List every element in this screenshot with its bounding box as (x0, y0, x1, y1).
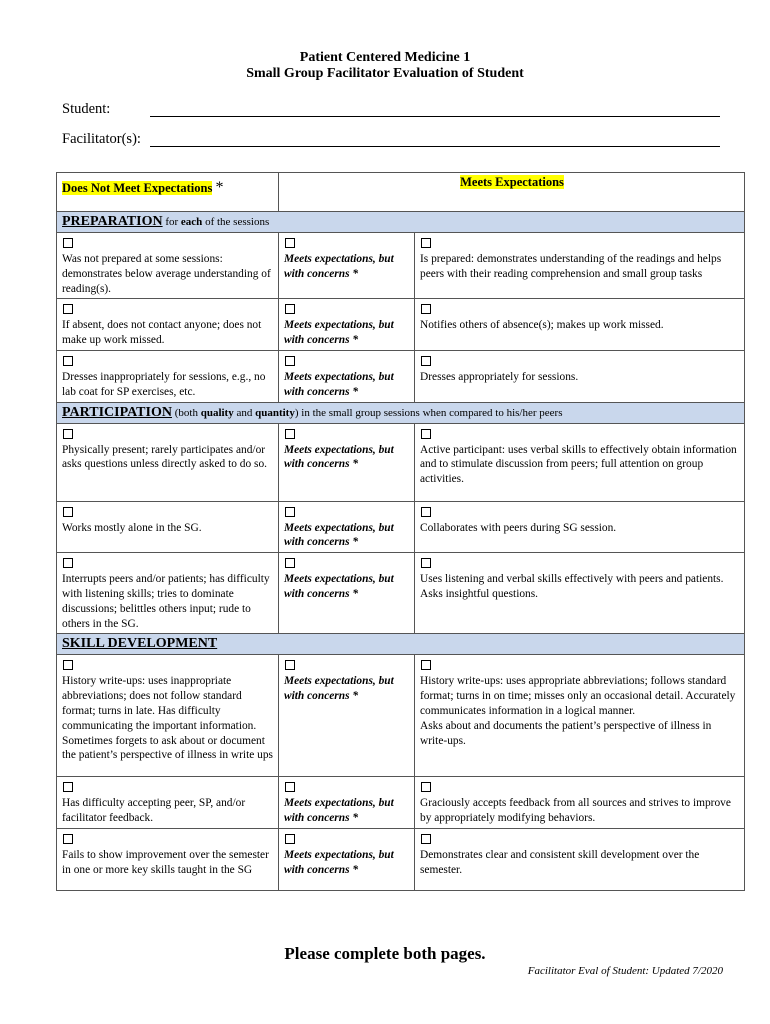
meets-text: Notifies others of absence(s); makes up work missed. (420, 319, 664, 332)
criteria-row (57, 423, 745, 501)
meets-text: Uses listening and verbal skills effectively with peers and patients. Asks insightful questions. (420, 573, 724, 600)
meets-with-concerns-cell (279, 655, 415, 777)
checkbox-meets[interactable] (421, 304, 431, 314)
meets-text: Dresses appropriately for sessions. (420, 370, 579, 383)
section-sub-bold: quality (200, 406, 234, 419)
meets-with-concerns-text: Meets expectations, but with concerns * (284, 253, 394, 280)
meets-with-concerns-text: Meets expectations, but with concerns * (284, 443, 394, 471)
does-not-meet-text: Dresses inappropriately for sessions, e.g., no lab coat for SP exercises, etc. (62, 370, 266, 398)
meets-cell (415, 299, 745, 351)
section-sub-bold: quantity (255, 406, 295, 419)
checkbox-meets-with-concerns[interactable] (285, 782, 295, 792)
meets-text: History write-ups: uses appropriate abbreviations; follows standard format; turns in on time; misses only an occasional detail. Accurately communicates information in a logical manner. (420, 675, 736, 717)
meets-with-concerns-cell (279, 828, 415, 890)
meets-with-concerns-text: Meets expectations, but with concerns * (284, 573, 394, 600)
does-not-meet-text: Physically present; rarely participates and/or asks questions unless directly asked to do so. (62, 443, 268, 471)
meets-with-concerns-text: Meets expectations, but with concerns * (284, 797, 394, 825)
checkbox-meets[interactable] (421, 356, 431, 366)
meets-text: Demonstrates clear and consistent skill development over the semester. (420, 848, 700, 876)
does-not-meet-cell (57, 233, 279, 299)
meets-with-concerns-cell (279, 501, 415, 553)
meets-with-concerns-cell (279, 777, 415, 829)
does-not-meet-cell (57, 350, 279, 402)
does-not-meet-cell (57, 553, 279, 634)
meets-cell (415, 553, 745, 634)
meets-text-extra: Asks about and documents the patient’s perspective of illness in write-ups. (420, 719, 712, 747)
checkbox-does-not-meet[interactable] (63, 660, 73, 670)
checkbox-meets[interactable] (421, 558, 431, 568)
criteria-row (57, 299, 745, 351)
does-not-meet-cell (57, 501, 279, 553)
checkbox-meets[interactable] (421, 238, 431, 248)
meets-cell (415, 233, 745, 299)
does-not-meet-cell (57, 299, 279, 351)
form-subtitle: Small Group Facilitator Evaluation of Student (246, 66, 524, 81)
meets-text: Collaborates with peers during SG session. (420, 521, 617, 534)
meets-text: Graciously accepts feedback from all sources and strives to improve by appropriately modifying behaviors. (420, 797, 731, 825)
checkbox-meets-with-concerns[interactable] (285, 558, 295, 568)
meets-with-concerns-text: Meets expectations, but with concerns * (284, 848, 394, 876)
checkbox-meets-with-concerns[interactable] (285, 834, 295, 844)
does-not-meet-cell (57, 828, 279, 890)
does-not-meet-text: Fails to show improvement over the semester in one or more key skills taught in the SG (62, 848, 269, 876)
meets-with-concerns-cell (279, 553, 415, 634)
checkbox-meets-with-concerns[interactable] (285, 238, 295, 248)
meets-with-concerns-cell (279, 233, 415, 299)
meets-cell (415, 655, 745, 777)
criteria-row (57, 655, 745, 777)
facilitator-label: Facilitator(s): (62, 131, 141, 147)
criteria-row (57, 501, 745, 553)
meets-with-concerns-cell (279, 423, 415, 501)
checkbox-meets[interactable] (421, 507, 431, 517)
does-not-meet-text: History write-ups: uses inappropriate abbreviations; does not follow standard format; turns in late. Has difficulty communicating the important information. Sometimes forgets to ask about or document the patient’s perspective of illness in write ups (62, 675, 273, 762)
section-header-cell (57, 212, 745, 233)
header-meets (279, 173, 745, 212)
meets-text: Active participant: uses verbal skills to effectively obtain information and to stimulate discussion from peers; full attention on group activities. (420, 443, 737, 486)
checkbox-meets[interactable] (421, 834, 431, 844)
header-does-not-meet (57, 173, 279, 212)
does-not-meet-text: Was not prepared at some sessions: demonstrates below average understanding of reading(s). (62, 253, 271, 295)
checkbox-meets-with-concerns[interactable] (285, 660, 295, 670)
student-line[interactable] (150, 116, 720, 117)
section-sub: for (162, 216, 181, 228)
facilitator-field[interactable] (62, 131, 141, 148)
meets-cell (415, 350, 745, 402)
meets-text: Is prepared: demonstrates understanding of the readings and helps peers with their reading comprehension and small group tasks (420, 253, 722, 280)
meets-cell (415, 828, 745, 890)
does-not-meet-text: Interrupts peers and/or patients; has difficulty with listening skills; tries to dominate discussions; belittles others input; rude to others in the SG. (62, 573, 270, 630)
section-header (57, 402, 745, 423)
checkbox-meets-with-concerns[interactable] (285, 356, 295, 366)
does-not-meet-text: Has difficulty accepting peer, SP, and/or facilitator feedback. (62, 797, 246, 825)
meets-label: Meets Expectations (460, 175, 564, 189)
meets-cell (415, 501, 745, 553)
checkbox-meets[interactable] (421, 429, 431, 439)
student-label: Student: (62, 101, 111, 117)
checkbox-meets[interactable] (421, 782, 431, 792)
section-header (57, 212, 745, 233)
section-sub: (both (171, 406, 201, 419)
checkbox-meets-with-concerns[interactable] (285, 304, 295, 314)
does-not-meet-cell (57, 777, 279, 829)
meets-with-concerns-cell (279, 299, 415, 351)
checkbox-does-not-meet[interactable] (63, 834, 73, 844)
checkbox-does-not-meet[interactable] (63, 782, 73, 792)
evaluation-table (56, 172, 745, 891)
does-not-meet-label: Does Not Meet Expectations (62, 181, 213, 195)
meets-with-concerns-text: Meets expectations, but with concerns * (284, 370, 394, 398)
section-name: PREPARATION (62, 214, 163, 229)
section-sub-bold: each (180, 216, 203, 228)
criteria-row (57, 553, 745, 634)
section-name: SKILL DEVELOPMENT (62, 636, 218, 652)
checkbox-does-not-meet[interactable] (63, 429, 73, 439)
does-not-meet-cell (57, 423, 279, 501)
criteria-row (57, 777, 745, 829)
header-row (57, 173, 745, 212)
form-title: Patient Centered Medicine 1 (299, 50, 471, 65)
meets-cell (415, 777, 745, 829)
checkbox-does-not-meet[interactable] (63, 238, 73, 248)
checkbox-meets[interactable] (421, 660, 431, 670)
section-sub: of the sessions (202, 216, 270, 228)
meets-with-concerns-text: Meets expectations, but with concerns * (284, 521, 394, 549)
checkbox-does-not-meet[interactable] (63, 558, 73, 568)
does-not-meet-text: If absent, does not contact anyone; does not make up work missed. (62, 319, 262, 347)
section-name: PARTICIPATION (62, 404, 172, 420)
section-header-cell (57, 634, 745, 655)
checkbox-meets-with-concerns[interactable] (285, 507, 295, 517)
checkbox-meets-with-concerns[interactable] (285, 429, 295, 439)
meets-cell (415, 423, 745, 501)
meets-with-concerns-text: Meets expectations, but with concerns * (284, 675, 394, 703)
checkbox-does-not-meet[interactable] (63, 356, 73, 366)
meets-with-concerns-cell (279, 350, 415, 402)
meets-with-concerns-text: Meets expectations, but with concerns * (284, 319, 394, 347)
criteria-row (57, 233, 745, 299)
student-field[interactable] (62, 101, 110, 118)
complete-both-pages-note: Please complete both pages. (284, 944, 486, 963)
section-header (57, 634, 745, 655)
criteria-row (57, 828, 745, 890)
section-sub: ) in the small group sessions when compared to his/her peers (294, 406, 563, 419)
asterisk: * (215, 179, 224, 196)
does-not-meet-cell (57, 655, 279, 777)
checkbox-does-not-meet[interactable] (63, 507, 73, 517)
does-not-meet-text: Works mostly alone in the SG. (62, 521, 202, 534)
facilitator-line[interactable] (150, 146, 720, 147)
section-header-cell (57, 402, 745, 423)
criteria-row (57, 350, 745, 402)
section-sub: and (233, 406, 256, 419)
checkbox-does-not-meet[interactable] (63, 304, 73, 314)
updated-note: Facilitator Eval of Student: Updated 7/2020 (527, 965, 723, 977)
